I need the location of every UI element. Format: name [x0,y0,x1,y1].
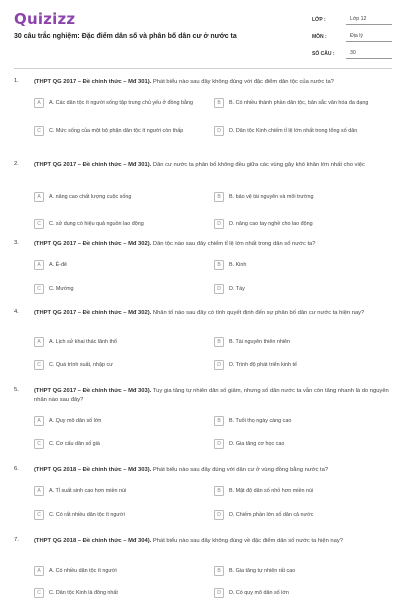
option-letter-box[interactable]: C [34,284,44,294]
question-body: Phát biểu nào sau đây đúng với dân cư ở vùng đồng bằng nước ta? [152,467,329,473]
option-text: D. Dân tộc Kinh chiếm tỉ lệ lớn nhất trong tổng số dân [229,127,358,134]
question-source: (THPT QG 2017 – Đề chính thức – Mđ 301). [34,79,152,85]
option-d[interactable] [214,284,389,294]
question-body: Phát biểu nào sau đây không đúng về đặc điểm dân số nước ta hiện nay? [152,538,343,544]
meta-label-count: SỐ CÂU : [312,50,335,57]
option-letter-box[interactable]: A [34,486,44,496]
option-text: C. Có rất nhiều dân tộc ít người [49,511,125,518]
option-text: C. Mường [49,285,74,292]
option-text: C. sử dụng có hiệu quả nguồn lao động [49,220,144,227]
meta-row-subject [312,28,392,45]
meta-label-grade: LỚP : [312,16,326,23]
option-text: A. Lịch sử khai thác lãnh thổ [49,338,118,345]
option-text: C. Cơ cấu dân số già [49,440,100,447]
option-a[interactable] [34,337,209,347]
question-body: Phát biểu nào sau đây không đúng với đặc điểm dân tộc của nước ta? [152,79,334,85]
option-d[interactable] [214,219,389,229]
option-text: B. Tuổi thọ ngày càng cao [229,417,292,424]
option-letter-box[interactable]: A [34,337,44,347]
option-letter-box[interactable]: A [34,98,44,108]
question-text [34,309,389,318]
header-divider [14,68,392,69]
option-c[interactable] [34,126,209,136]
meta-label-subject: MÔN : [312,33,327,40]
option-text: A. Các dân tộc ít người sống tập trung chủ yếu ở đồng bằng [49,99,194,106]
option-a[interactable] [34,192,209,202]
option-a[interactable] [34,260,209,270]
option-d[interactable] [214,360,389,370]
option-letter-box[interactable]: C [34,360,44,370]
option-b[interactable] [214,566,389,576]
question-body: Nhân tố nào sau đây có tính quyết định đến sự phân bố dân cư nước ta hiện nay? [152,310,365,316]
option-letter-box[interactable]: C [34,588,44,598]
question-text [34,78,389,87]
question-source: (THPT QG 2017 – Đề chính thức – Mđ 303). [34,388,152,394]
option-text: D. Chiếm phần lớn số dân cả nước [229,511,314,518]
option-letter-box[interactable]: B [214,98,224,108]
option-letter-box[interactable]: B [214,192,224,202]
question-source: (THPT QG 2018 – Đề chính thức – Mđ 303). [34,467,152,473]
question-number: 1. [14,78,19,84]
question-number: 7. [14,537,19,543]
option-letter-box[interactable]: D [214,360,224,370]
option-text: D. Có quy mô dân số lớn [229,589,289,596]
question-number: 2. [14,161,19,167]
option-b[interactable] [214,337,389,347]
option-letter-box[interactable]: B [214,260,224,270]
option-c[interactable] [34,588,209,598]
option-text: C. Dân tộc Kinh là đông nhất [49,589,118,596]
question-text [34,387,389,405]
option-b[interactable] [214,260,389,270]
option-letter-box[interactable]: B [214,416,224,426]
question-body: Dân tộc nào sau đây chiếm tỉ lệ lớn nhất trong dân số nước ta? [152,241,316,247]
question-text [34,537,389,546]
option-text: B. Kinh [229,261,247,268]
option-text: D. Trình độ phát triển kinh tế [229,361,298,368]
option-c[interactable] [34,219,209,229]
question-number: 4. [14,309,19,315]
option-letter-box[interactable]: D [214,126,224,136]
option-text: A. Quy mô dân số lớn [49,417,102,424]
option-letter-box[interactable]: B [214,486,224,496]
option-letter-box[interactable]: D [214,284,224,294]
question-number: 6. [14,466,19,472]
option-text: B. Gia tăng tự nhiên rất cao [229,567,296,574]
option-b[interactable] [214,192,389,202]
option-letter-box[interactable]: D [214,219,224,229]
option-a[interactable] [34,416,209,426]
meta-row-count [312,45,392,62]
option-text: D. nâng cao tay nghề cho lao động [229,220,313,227]
question-number: 5. [14,387,19,393]
option-letter-box[interactable]: A [34,566,44,576]
option-letter-box[interactable]: B [214,566,224,576]
option-letter-box[interactable]: C [34,510,44,520]
question-body: Tuy gia tăng tự nhiên dân số giảm, nhưng số dân nước ta vẫn còn tăng nhanh là do nguyên nhân nào sau đây? [34,388,389,403]
question-body: Dân cư nước ta phân bố không đều giữa các vùng gây khó khăn lớn nhất cho việc [152,162,365,168]
option-text: B. Có nhiều thành phần dân tộc, bản sắc văn hóa đa dạng [229,99,369,106]
option-letter-box[interactable]: B [214,337,224,347]
question-text [34,240,389,249]
option-c[interactable] [34,439,209,449]
option-text: B. bảo vệ tài nguyên và môi trường [229,193,314,200]
meta-value-subject: Địa lý [346,31,392,42]
question-source: (THPT QG 2018 – Đề chính thức – Mđ 304). [34,538,152,544]
option-text: B. Mật độ dân số nhỏ hơn miền núi [229,487,314,494]
question-text [34,466,389,475]
question-source: (THPT QG 2017 – Đề chính thức – Mđ 302). [34,241,152,247]
option-text: A. Có nhiều dân tộc ít người [49,567,117,574]
meta-info [312,11,392,62]
option-c[interactable] [34,360,209,370]
option-letter-box[interactable]: A [34,416,44,426]
option-text: D. Tày [229,285,245,292]
meta-row-grade [312,11,392,28]
option-a[interactable] [34,98,209,108]
page-title: 30 câu trắc nghiệm: Đặc điểm dân số và phân bố dân cư ở nước ta [14,33,237,40]
page-header [0,0,400,70]
option-letter-box[interactable]: D [214,510,224,520]
option-d[interactable] [214,439,389,449]
option-d[interactable] [214,510,389,520]
option-letter-box[interactable]: D [214,439,224,449]
option-letter-box[interactable]: C [34,126,44,136]
option-text: A. Tỉ suất sinh cao hơn miền núi [49,487,127,494]
question-number: 3. [14,240,19,246]
option-letter-box[interactable]: A [34,260,44,270]
option-letter-box[interactable]: C [34,439,44,449]
option-text: B. Tài nguyên thiên nhiên [229,338,291,345]
option-b[interactable] [214,416,389,426]
option-c[interactable] [34,510,209,520]
option-text: C. Quá trình xuất, nhập cư [49,361,113,368]
option-a[interactable] [34,486,209,496]
option-a[interactable] [34,566,209,576]
quizizz-logo: Quizizz [14,10,76,28]
question-text [34,161,389,170]
meta-value-count: 30 [346,48,392,59]
option-letter-box[interactable]: A [34,192,44,202]
question-source: (THPT QG 2017 – Đề chính thức – Mđ 301). [34,162,152,168]
meta-value-grade: Lớp 12 [346,14,392,25]
question-source: (THPT QG 2017 – Đề chính thức – Mđ 302). [34,310,152,316]
option-text: C. Mức sống của một bộ phận dân tộc ít người còn thấp [49,127,184,134]
option-text: A. nâng cao chất lượng cuộc sống [49,193,132,200]
option-b[interactable] [214,98,389,108]
option-b[interactable] [214,486,389,496]
option-d[interactable] [214,126,389,136]
option-d[interactable] [214,588,389,598]
option-letter-box[interactable]: C [34,219,44,229]
option-c[interactable] [34,284,209,294]
option-text: A. Ê-đê [49,261,67,268]
option-text: D. Gia tăng cơ học cao [229,440,285,447]
option-letter-box[interactable]: D [214,588,224,598]
